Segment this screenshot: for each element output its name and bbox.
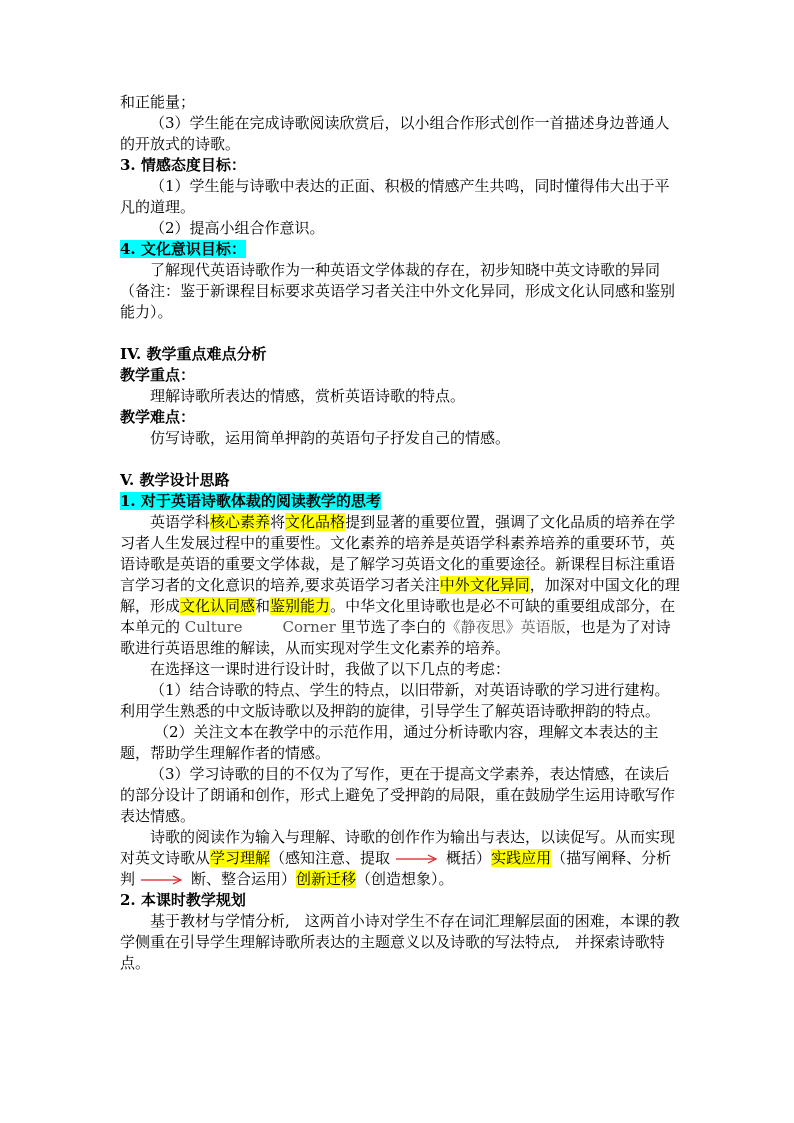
highlight: 创新迁移 [296,870,357,888]
paragraph [120,827,680,890]
paragraph: 基于教材与学情分析, 这两首小诗对学生不存在词汇理解层面的困难，本课的教学侧重在引导学生理解诗歌所表达的主题意义以及诗歌的写法特点, 并探索诗歌特点。 [120,912,680,972]
paragraph: （3）学习诗歌的目的不仅为了写作，更在于提高文学素养，表达情感，在读后的部分设计了朗诵和创作，形式上避免了受押韵的局限，重在鼓励学生运用诗歌写作表达情感。 [120,765,676,825]
text-run: ，加深对中国文化的理解，形成 [120,576,680,615]
sub-heading: 2. 本课时教学规划 [120,891,246,909]
spacer [120,449,680,470]
paragraph: （1）学生能与诗歌中表达的正面、积极的情感产生共鸣，同时懂得伟大出于平凡的道理。 [120,177,670,216]
section-heading: IV. 教学重点难点分析 [120,345,267,363]
text-run: （创造想象）。 [356,870,454,888]
highlight: 核心素养 [210,513,271,531]
text-run: 断、整合运用） [191,870,297,888]
paragraph: （2）关注文本在教学中的示范作用，通过分析诗歌内容，理解文本表达的主题，帮助学生理解作者的情感。 [120,723,659,762]
text-run: 和 [255,597,271,615]
section-heading: V. 教学设计思路 [120,471,230,489]
document-page [120,92,680,974]
highlight: 4. 文化意识目标： [120,240,246,258]
paragraph: 理解诗歌所表达的情感，赏析英语诗歌的特点。 [150,387,466,405]
text-run: ，也是为了对诗歌进行英语思维的解读，从而实现对学生文化素养的培养。 [120,618,671,657]
text-run: Culture [184,618,243,636]
highlight: 文化品格 [285,513,346,531]
highlight: 1. 对于英语诗歌体裁的阅读教学的思考 [120,492,381,510]
text-run: 《静夜思》英语版 [445,618,566,636]
highlight: 实践应用 [491,849,552,867]
paragraph [120,512,680,659]
paragraph: 了解现代英语诗歌作为一种英语文学体裁的存在，初步知晓中英文诗歌的异同（备注：鉴于新课程目标要求英语学习者关注中外文化异同，形成文化认同感和鉴别能力）。 [120,261,676,321]
paragraph: （2）提高小组合作意识。 [150,219,325,237]
highlight: 中外文化异同 [439,576,530,594]
arrow-right-icon [141,875,185,885]
text-run: 诗歌的阅读作为输入与理解、诗歌的创作作为输出与表达，以读促写。从而实现对英文诗歌从 [120,828,676,867]
highlight: 学习理解 [210,849,271,867]
text-run: Corner [282,618,336,636]
text-run: 英语学科 [150,513,211,531]
sub-heading: 教学难点： [120,408,196,426]
paragraph: （1）结合诗歌的特点、学生的特点，以旧带新，对英语诗歌的学习进行建构。利用学生熟悉的中文版诗歌以及押韵的旋律，引导学生了解英语诗歌押韵的特点。 [120,681,670,720]
text-run: （描写阐释、分析判 [120,849,672,888]
highlight: 鉴别能力 [270,597,331,615]
text-run: 概括） [446,849,492,867]
spacer [120,323,680,344]
text-run: 提到显著的重要位置，强调了文化品质的培养在学习者人生发展过程中的重要性。文化素养的培养是英语学科素养培养的重要环节，英语诗歌是英语的重要文学体裁，是了解学习英语文化的重要途径。新课程目标注重语言学习者的文化意识的培养,要求英语学习者关注 [120,513,676,594]
section-heading [120,239,680,260]
text-run: 将 [270,513,286,531]
paragraph: （3）学生能在完成诗歌阅读欣赏后，以小组合作形式创作一首描述身边普通人的开放式的诗歌。 [120,114,670,153]
sub-heading: 教学重点： [120,366,196,384]
text-line: 和正能量； [120,93,196,111]
arrow-right-icon [396,854,440,864]
section-heading: 3. 情感态度目标： [120,156,246,174]
text-run: 里节选了李白的 [340,618,446,636]
paragraph: 仿写诗歌，运用简单押韵的英语句子抒发自己的情感。 [150,429,511,447]
text-run: （感知注意、提取 [270,849,391,867]
highlight: 文化认同感 [180,597,256,615]
paragraph: 在选择这一课时进行设计时，我做了以下几点的考虑： [150,660,511,678]
text-run: 。中华文化里诗歌也是必不可缺的重要组成部分，在本单元的 [120,597,676,636]
sub-heading [120,491,680,512]
